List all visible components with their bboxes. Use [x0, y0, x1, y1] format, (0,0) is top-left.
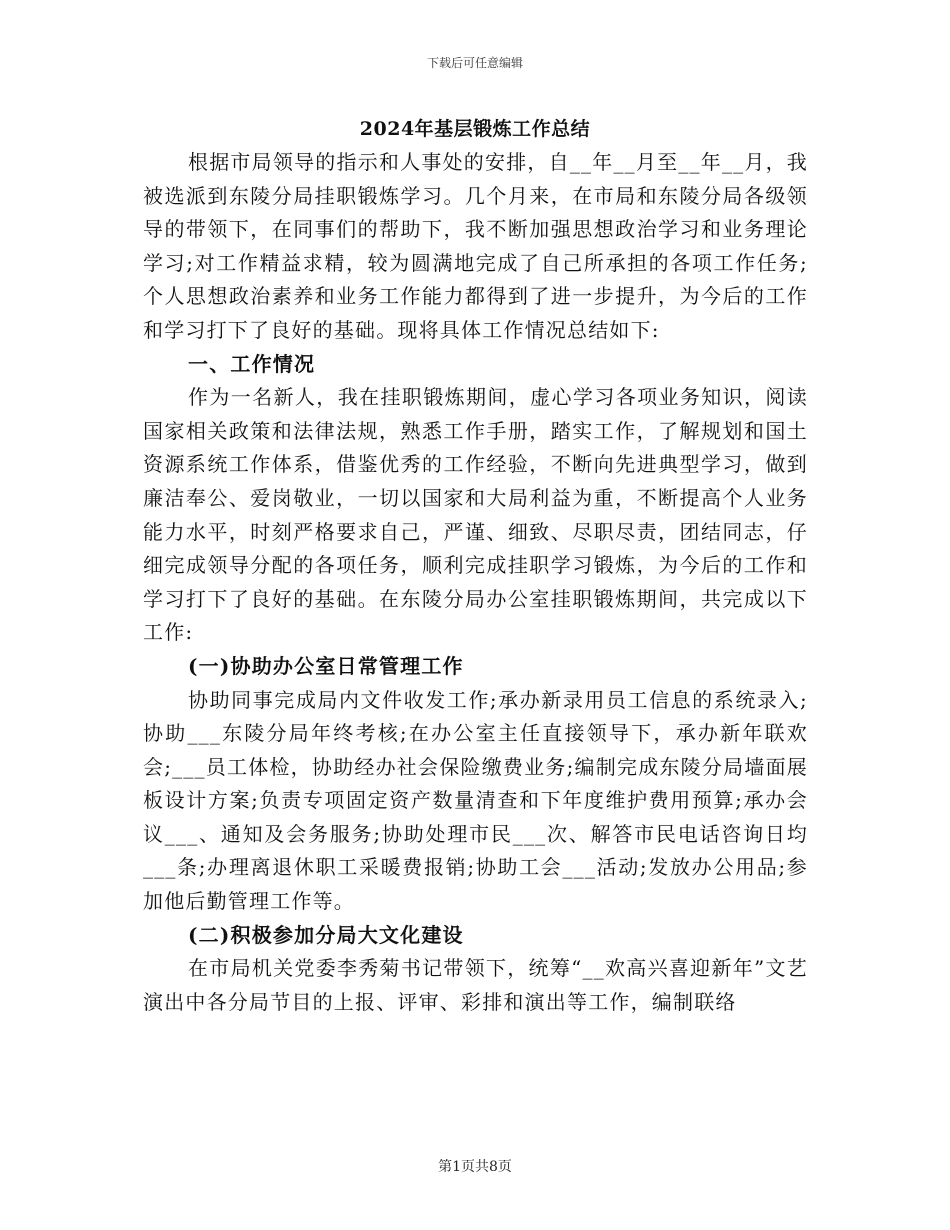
document-title: 2024年基层锻炼工作总结: [359, 118, 591, 140]
section-heading-work-status: 一、工作情况: [188, 351, 316, 376]
culture-building-paragraph: 在市局机关党委李秀菊书记带领下，统筹“__欢高兴喜迎新年”文艺演出中各分局节目的上报、评审、彩排和演出等工作，编制联络: [143, 956, 808, 1014]
subsection-heading-office-management: (一)协助办公室日常管理工作: [188, 653, 464, 678]
page-footer: 第1页共8页: [438, 1159, 512, 1175]
document-body: [143, 146, 808, 1019]
intro-paragraph: 根据市局领导的指示和人事处的安排，自__年__月至__年__月，我被选派到东陵分局挂职锻炼学习。几个月来，在市局和东陵分局各级领导的带领下，在同事们的帮助下，我不断加强思想政治学习和业务理论学习;对工作精益求精，较为圆满地完成了自己所承担的各项工作任务;个人思想政治素养和业务工作能力都得到了进一步提升，为今后的工作和学习打下了良好的基础。现将具体工作情况总结如下:: [143, 150, 808, 342]
work-status-paragraph: 作为一名新人，我在挂职锻炼期间，虚心学习各项业务知识，阅读国家相关政策和法律法规，熟悉工作手册，踏实工作，了解规划和国土资源系统工作体系，借鉴优秀的工作经验，不断向先进典型学习，做到廉洁奉公、爱岗敬业，一切以国家和大局利益为重，不断提高个人业务能力水平，时刻严格要求自己，严谨、细致、尽职尽责，团结同志，仔细完成领导分配的各项任务，顺利完成挂职学习锻炼，为今后的工作和学习打下了良好的基础。在东陵分局办公室挂职锻炼期间，共完成以下工作:: [143, 385, 808, 645]
office-management-paragraph: 协助同事完成局内文件收发工作;承办新录用员工信息的系统录入;协助___东陵分局年终考核;在办公室主任直接领导下，承办新年联欢会;___员工体检，协助经办社会保险缴费业务;编制完成东陵分局墙面展板设计方案;负责专项固定资产数量清查和下年度维护费用预算;承办会议___、通知及会务服务;协助处理市民___次、解答市民电话咨询日均___条;办理离退休职工采暖费报销;协助工会___活动;发放办公用品;参加他后勤管理工作等。: [143, 687, 808, 914]
header-note: 下载后可任意编辑: [426, 56, 523, 70]
subsection-heading-culture-building: (二)积极参加分局大文化建设: [188, 922, 464, 947]
